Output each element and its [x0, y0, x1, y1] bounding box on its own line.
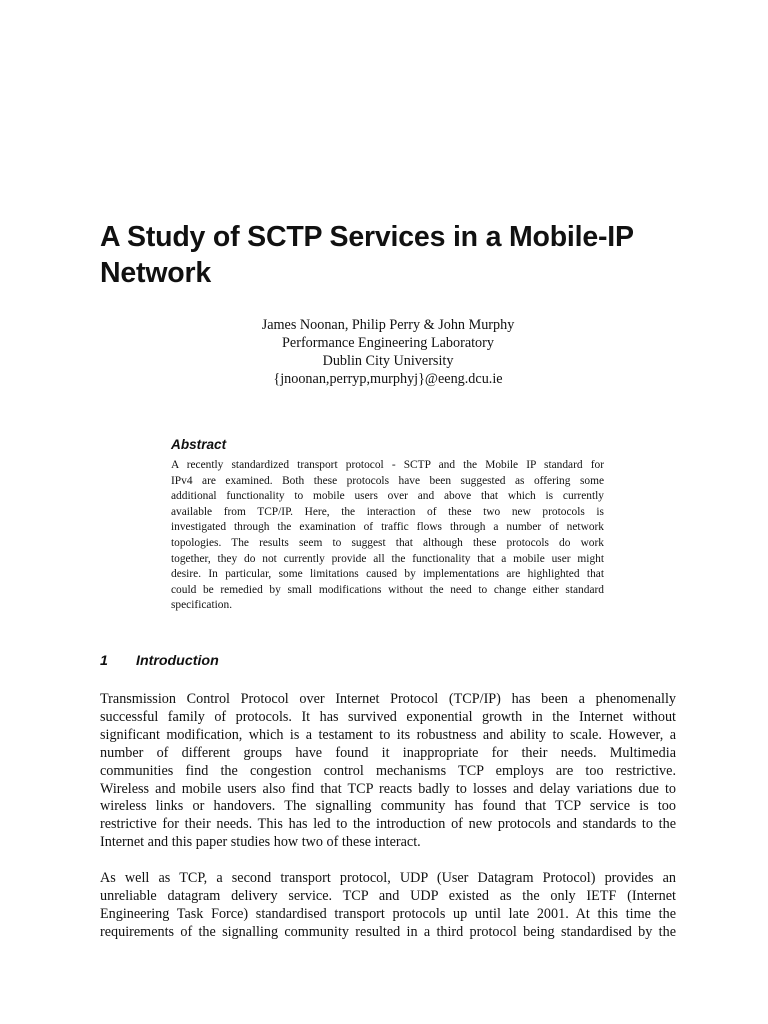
paragraph-line: unreliable datagram delivery service. TCP and UDP existed as the only IETF (Internet [100, 887, 676, 904]
paragraph-line: wireless links or handovers. The signalling community has found that TCP service is too [100, 798, 676, 815]
abstract-line: A recently standardized transport protocol - SCTP and the Mobile IP standard for [171, 459, 604, 471]
paragraph-line: Wireless and mobile users also find that TCP reacts badly to losses and delay variations due to [100, 780, 676, 797]
paragraph-line: requirements of the signalling community resulted in a third protocol being standardised by the [100, 923, 676, 940]
paragraph-line: Internet and this paper studies how two of these interact. [100, 834, 421, 851]
abstract-line: together, they do not currently provide all the functionality that a mobile user might [171, 552, 604, 565]
author-names: James Noonan, Philip Perry & John Murphy [261, 317, 515, 333]
affiliation-lab: Performance Engineering Laboratory [282, 335, 494, 351]
abstract-heading: Abstract [171, 437, 227, 452]
intro-paragraph-2 [100, 870, 676, 942]
abstract-line: IPv4 are examined. Both these protocols have been suggested as offering some [171, 474, 604, 487]
title-line-1: A Study of SCTP Services in a Mobile-IP [100, 221, 634, 253]
paragraph-line: As well as TCP, a second transport protocol, UDP (User Datagram Protocol) provides an [100, 870, 676, 886]
paragraph-line: number of different groups have found it inappropriate for their needs. Multimedia [100, 744, 676, 761]
section-heading-introduction [100, 652, 219, 670]
abstract-line: could be remedied by small modifications without the need to change either standard [171, 583, 604, 596]
abstract-line: specification. [171, 599, 233, 612]
paragraph-line: Engineering Task Force) standardised transport protocols up until late 2001. At this time the [100, 905, 676, 922]
section-number: 1 [100, 653, 108, 669]
paragraph-line: significant modification, which is a testament to its robustness and ability to scale. However, a [100, 726, 676, 743]
title-line-2: Network [100, 257, 212, 289]
abstract-line: investigated through the examination of traffic flows through a number of network [171, 521, 604, 534]
abstract-line: topologies. The results seem to suggest that although these protocols do work [171, 536, 604, 549]
paragraph-line: restrictive for their needs. This has led to the introduction of new protocols and standards to the [100, 816, 676, 833]
paper-title [100, 219, 700, 291]
section-title: Introduction [136, 653, 219, 669]
abstract-line: additional functionality to mobile users over and above that which is currently [171, 490, 604, 503]
author-emails: {jnoonan,perryp,murphyj}@eeng.dcu.ie [273, 371, 503, 387]
paragraph-line: communities find the congestion control mechanisms TCP employs are too restrictive. [100, 762, 676, 779]
author-block [100, 316, 676, 388]
intro-paragraph-1 [100, 691, 676, 852]
paragraph-line: successful family of protocols. It has survived exponential growth in the Internet without [100, 708, 676, 725]
abstract-line: desire. In particular, some limitations caused by implementations are highlighted that [171, 568, 604, 581]
affiliation-university: Dublin City University [322, 353, 454, 369]
abstract-body [171, 458, 604, 614]
paragraph-line: Transmission Control Protocol over Internet Protocol (TCP/IP) has been a phenomenally [100, 691, 676, 707]
abstract-line: available from TCP/IP. Here, the interaction of these two new protocols is [171, 505, 604, 518]
